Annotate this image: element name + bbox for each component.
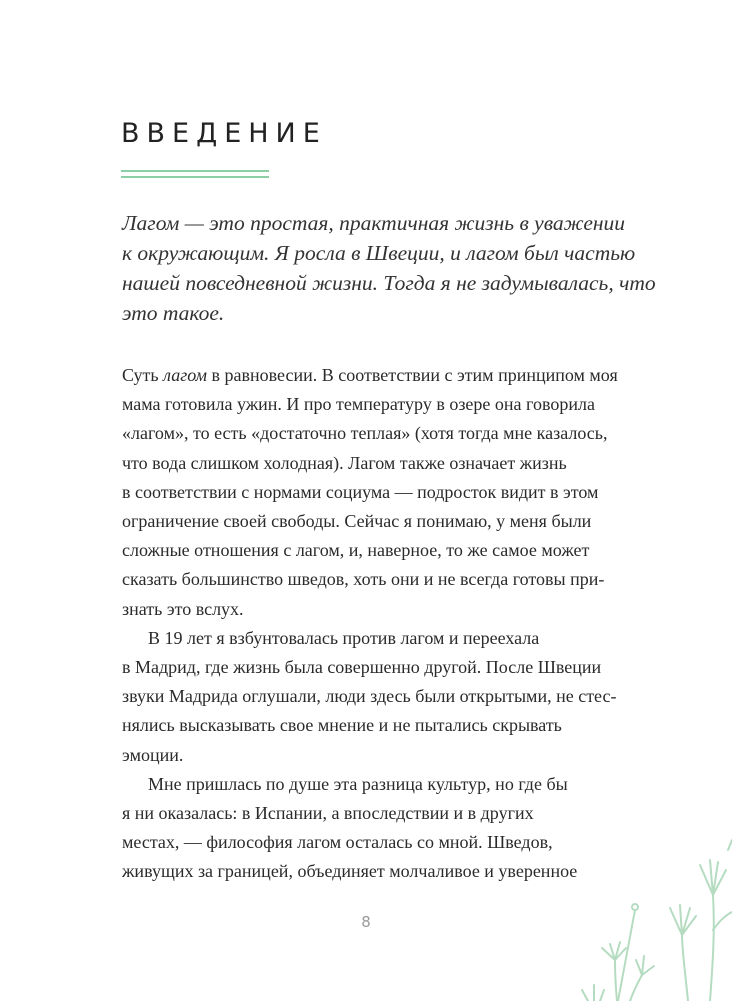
text: Суть: [122, 365, 164, 385]
body-line: живущих за границей, объединяет молчаливое и уверенное: [122, 861, 578, 882]
intro-line: Лагом — это простая, практичная жизнь в уважении: [122, 211, 626, 235]
body-line: знать это вслух.: [122, 598, 244, 619]
page-number: 8: [361, 913, 371, 931]
body-line: сложные отношения с лагом, и, наверное, то же самое может: [122, 540, 590, 561]
plant-illustration-icon: [560, 820, 732, 1001]
chapter-title: ВВЕДЕНИЕ: [121, 118, 327, 149]
body-line: ограничение своей свободы. Сейчас я понимаю, у меня были: [122, 511, 592, 532]
body-text: [122, 361, 618, 887]
body-line: местах, — философия лагом осталась со мной. Шведов,: [122, 832, 553, 853]
body-line: сказать большинство шведов, хоть они и не всегда готовы при-: [122, 569, 605, 590]
body-line: В 19 лет я взбунтовалась против лагом и переехала: [148, 627, 540, 648]
emphasis: лагом: [163, 365, 208, 385]
intro-line: это такое.: [122, 301, 225, 325]
body-line: в Мадрид, где жизнь была совершенно другой. После Швеции: [122, 657, 602, 678]
text: в равновесии. В соответствии с этим принципом моя: [207, 365, 618, 385]
title-rule-top: [121, 170, 269, 172]
body-line: эмоции.: [122, 744, 184, 765]
body-line: нялись высказывать свое мнение и не пытались скрывать: [122, 715, 562, 736]
intro-paragraph: [122, 208, 656, 328]
body-line: я ни оказалась: в Испании, а впоследствии и в других: [122, 803, 534, 824]
body-line: мама готовила ужин. И про температуру в озере она говорила: [122, 394, 595, 415]
title-rule-bottom: [121, 176, 269, 178]
body-line: в соответствии с нормами социума — подросток видит в этом: [122, 481, 599, 502]
body-line: что вода слишком холодная). Лагом также означает жизнь: [122, 452, 567, 473]
intro-line: к окружающим. Я росла в Швеции, и лагом был частью: [122, 241, 636, 265]
body-line: звуки Мадрида оглушали, люди здесь были открытыми, не стес-: [122, 686, 617, 707]
body-line: «лагом», то есть «достаточно теплая» (хотя тогда мне казалось,: [122, 423, 608, 444]
intro-line: нашей повседневной жизни. Тогда я не задумывалась, что: [122, 271, 656, 295]
body-line: [122, 361, 618, 390]
body-line: Мне пришлась по душе эта разница культур, но где бы: [148, 773, 568, 794]
